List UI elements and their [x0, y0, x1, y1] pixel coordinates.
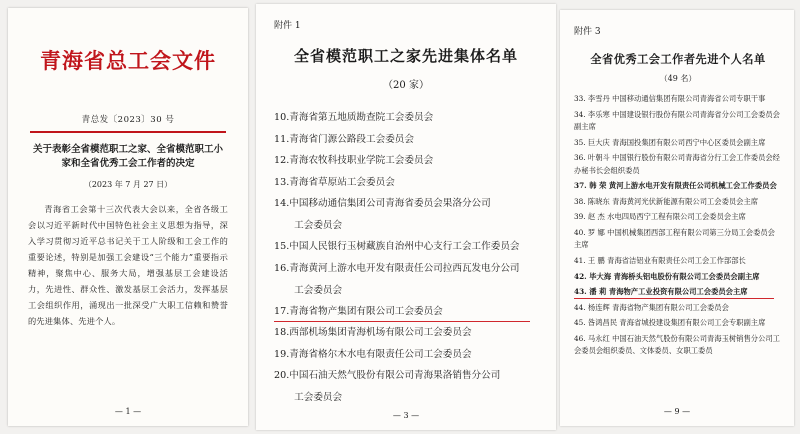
- person-name: 44. 杨连辉 青海省物产集团有限公司工会委员会: [574, 302, 729, 312]
- page-number-right: — 9 —: [663, 407, 691, 416]
- list-item: [274, 150, 538, 172]
- person-entry: [574, 317, 782, 330]
- right-document-page: [560, 10, 794, 426]
- document-number: 青总发〔2023〕30 号: [81, 115, 175, 126]
- document-date: （2023 年 7 月 27 日）: [83, 180, 173, 190]
- person-name: 37. 韩 荣 黄河上游水电开发有限责任公司机械工会工作委员会: [574, 181, 777, 191]
- person-name: 42. 毕大海 青海桥头铝电股份有限公司工会委员会副主席: [574, 271, 760, 281]
- page-number-left: — 1 —: [114, 407, 142, 416]
- person-entry: [574, 180, 782, 193]
- middle-list-title: 全省模范职工之家先进集体名单: [293, 47, 518, 65]
- person-entry: [574, 227, 782, 252]
- list-item: [274, 365, 538, 408]
- person-entry: [574, 152, 782, 177]
- attachment-label-3: 附件 3: [574, 27, 601, 37]
- middle-document-page: [256, 4, 556, 430]
- document-heading: 关于表彰全省模范职工之家、全省模范职工小家和全省优秀工会工作者的决定: [32, 143, 223, 170]
- list-item: [274, 172, 538, 194]
- person-name: 33. 李雪丹 中国移动通信集团有限公司青海省公司专职干事: [574, 94, 766, 103]
- person-name: 34. 李乐寒 中国建设银行股份有限公司青海省分公司工会委员会副主席: [574, 109, 780, 132]
- list-item-text: 13.青海省草原站工会委员会: [274, 176, 395, 188]
- person-entry: [574, 211, 782, 224]
- person-name: 35. 巨大庆 青海国投集团有限公司西宁中心区委员会副主席: [574, 137, 766, 147]
- list-item: [274, 344, 538, 366]
- person-entry: [574, 137, 782, 150]
- body-paragraph: 青海省工会第十三次代表大会以来，全省各级工会以习近平新时代中国特色社会主义思想为指导，深入学习贯彻习近平总书记关于工人阶级和工会工作的重要论述，特别是加强工会建设“三个能力”重要指示精神，聚焦中心、服务大局，增强基层工会建设活力，先进性、群众性、激发基层工会活力，发挥基层工会组织作用，涌现出一批深受广大职工信赖和赞誉的先进集体、先进个人。: [28, 204, 228, 327]
- list-item: [274, 193, 538, 236]
- list-item-text: 18.西部机场集团青海机场有限公司工会委员会: [274, 327, 472, 339]
- middle-list-count: （20 家）: [383, 80, 429, 91]
- list-item-text-cont: 工会委员会: [294, 284, 343, 296]
- list-item: [274, 322, 538, 344]
- person-name: 40. 罗 娜 中国机械集团西部工程有限公司第三分局工会委员会主席: [574, 227, 775, 250]
- list-item: [274, 258, 538, 301]
- right-list: [574, 93, 782, 358]
- left-document-page: [8, 8, 248, 426]
- list-item: [274, 107, 538, 129]
- attachment-label-1: 附件 1: [274, 21, 301, 31]
- organization-title: 青海省总工会文件: [40, 48, 216, 73]
- person-entry: [574, 333, 782, 358]
- person-entry: [574, 271, 782, 284]
- document-body: [28, 202, 228, 330]
- person-entry: [574, 109, 782, 134]
- list-item-text: 11.青海省门源公路段工会委员会: [274, 133, 414, 145]
- person-name: 45. 昝鸿昌民 青海省城投建设集团有限公司工会专职副主席: [574, 318, 766, 328]
- person-name: 39. 赵 杰 水电四局西宁工程有限公司工会委员会主席: [574, 212, 746, 222]
- list-item: [274, 129, 538, 151]
- person-name: 36. 叶朝斗 中国银行股份有限公司青海省分行工会工作委员会经办秘书长会组织委员: [574, 153, 780, 175]
- list-item: [274, 236, 538, 258]
- person-entry: [574, 286, 782, 299]
- list-item-text: 14.中国移动通信集团公司青海省委员会果洛分公司: [274, 198, 491, 210]
- list-item-text: 19.青海省格尔木水电有限责任公司工会委员会: [274, 348, 472, 360]
- person-entry: [574, 255, 782, 268]
- person-name: 46. 马永红 中国石油天然气股份有限公司青海玉树销售分公司工会委员会组织委员、文体委员、女职工委员: [574, 333, 780, 356]
- list-item-text-cont: 工会委员会: [294, 391, 343, 403]
- list-item-text: 12.青海农牧科技职业学院工会委员会: [274, 155, 434, 167]
- list-item-text: 20.中国石油天然气股份有限公司青海果洛销售分公司: [274, 370, 501, 382]
- page-number-middle: — 3 —: [392, 411, 420, 420]
- person-name: 38. 陈晓东 青海黄河光伏新能源有限公司工会委员会主席: [574, 196, 759, 206]
- red-divider-rule: [30, 131, 226, 133]
- person-entry: [574, 93, 782, 106]
- list-item-text-cont: 工会委员会: [294, 219, 343, 231]
- list-item-text: 15.中国人民银行玉树藏族自治州中心支行工会工作委员会: [274, 241, 520, 253]
- list-item-text: 16.青海黄河上游水电开发有限责任公司拉西瓦发电分公司: [274, 263, 520, 275]
- person-name: 41. 王 鹏 青海省洁铝业有限责任公司工会工作部部长: [574, 256, 746, 266]
- person-entry: [574, 196, 782, 209]
- right-list-count: （49 名）: [659, 74, 697, 83]
- right-list-title: 全省优秀工会工作者先进个人名单: [590, 52, 766, 66]
- person-name: 43. 潘 莉 青海物产工业投资有限公司工会委员会主席: [574, 287, 748, 297]
- list-item: [274, 301, 538, 322]
- person-entry: [574, 302, 782, 315]
- list-item-text: 17.青海省物产集团有限公司工会委员会: [274, 306, 443, 318]
- list-item-text: 10.青海省第五地质勘查院工会委员会: [274, 112, 434, 123]
- middle-list: [274, 107, 538, 408]
